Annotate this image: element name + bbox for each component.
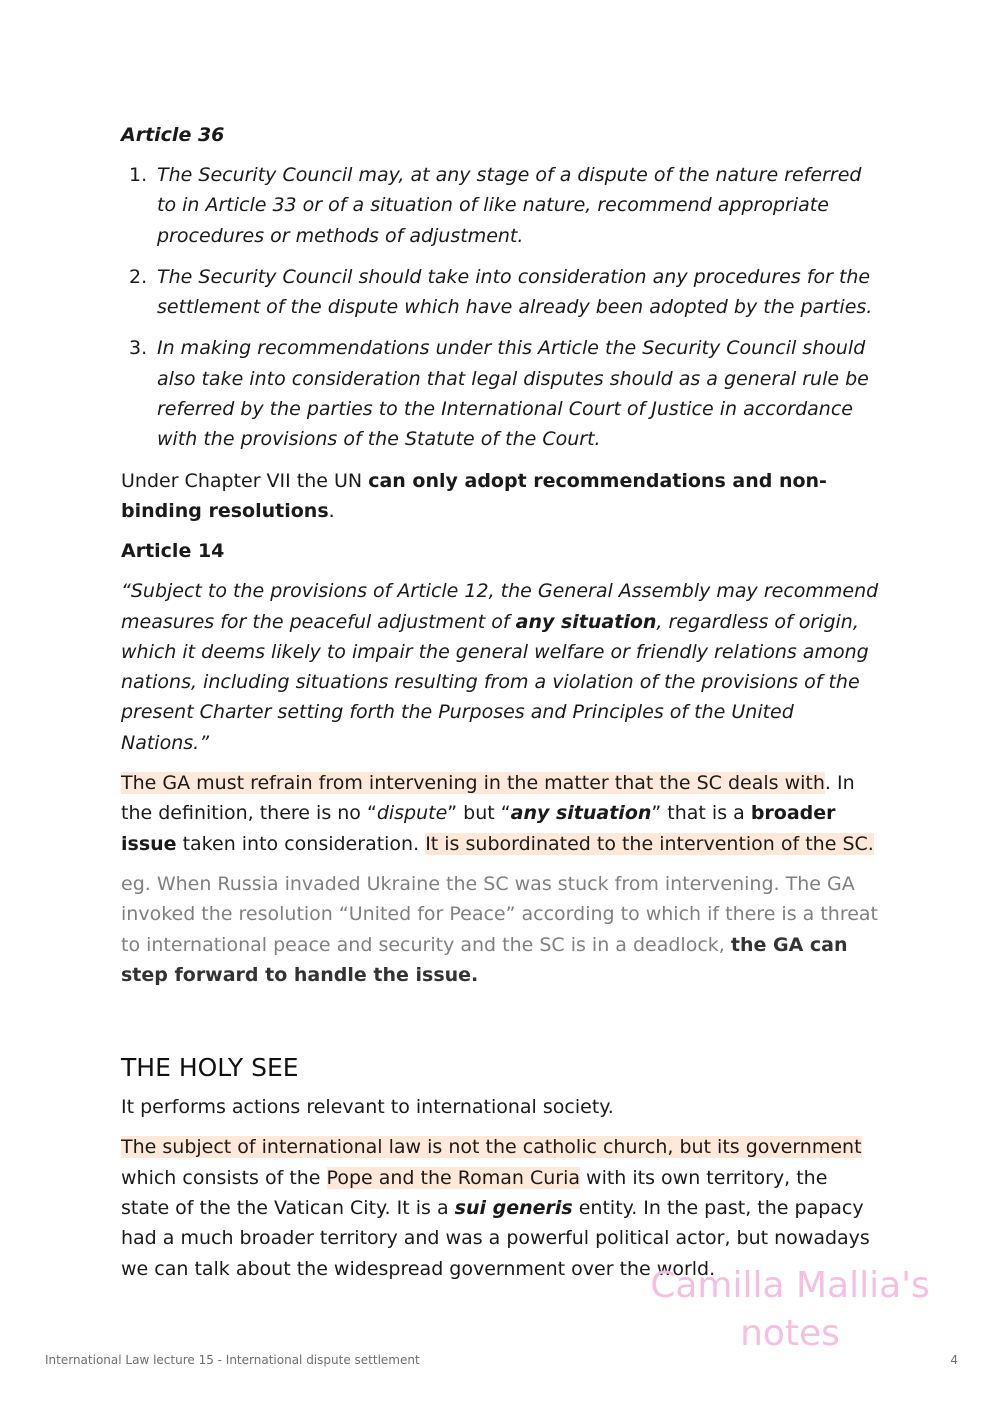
list-item [121,160,881,251]
bold-italic-text: any situation [510,802,652,825]
highlighted-text: The subject of international law is not the catholic church, but its government [121,1136,862,1159]
text-run: eg. When Russia invaded Ukraine the SC was stuck from intervening. The GA invoked the resolution “United for Peace” according to which if there is a threat to international peace and security and the SC is in a deadlock, [121,872,878,956]
list-item-text: In making recommendations under this Article the Security Council should also take into consideration that legal disputes should as a general rule be referred by the parties to the International Court of Justice in accordance with the provisions of the Statute of the Court. [157,337,869,451]
list-item-number: 3. [129,337,148,360]
example-paragraph [121,869,881,990]
text-run: . [328,499,335,522]
text-run: entity. In the past, the papacy had a much broader territory and was a powerful political actor, but nowadays we can talk about the widespread government over the world. [121,1197,870,1280]
text-run: which consists of the [121,1166,327,1189]
text-run: ” but “ [447,802,511,825]
bold-text: any situation [515,610,657,633]
bold-text: broader issue [121,802,836,855]
list-item [121,262,881,323]
page-number: 4 [950,1353,958,1367]
bold-text: can only adopt recommendations and non-binding resolutions [121,469,827,522]
highlighted-text: Pope and the Roman Curia [326,1166,580,1189]
text-run: . In the definition, there is no “ [121,772,855,825]
text-run: , regardless of origin, which it deems likely to impair the general welfare or friendly relations among nations, including situations resulting from a violation of the provisions of the present Charter setting forth the Purposes and Principles of the United Nations.” [121,610,869,754]
article14-heading: Article 14 [121,540,225,563]
ga-paragraph [121,768,881,859]
watermark-line: notes [740,1313,840,1354]
text-run: “Subject to the provisions of Article 12, the General Assembly may recommend measures for the peaceful adjustment of [121,580,879,633]
list-item [121,333,881,454]
highlighted-text: The GA must refrain from intervening in the matter that the SC deals with [121,772,825,795]
watermark-line: Camilla Mallia's [650,1265,930,1306]
chapter7-paragraph [121,466,881,527]
footer-title: International Law lecture 15 - International dispute settlement [45,1353,420,1367]
list-item-number: 1. [129,164,148,186]
article14-quote [121,576,881,758]
italic-text: dispute [376,802,448,825]
text-run: taken into consideration. [176,832,426,855]
list-item-text: The Security Council should take into consideration any procedures for the settlement of the dispute which have already been adopted by the parties. [157,265,873,319]
highlighted-text: It is subordinated to the intervention of the SC. [425,832,874,855]
list-item-number: 2. [129,265,148,288]
text-run: with its own territory, the state of the the Vatican City. It is a [121,1166,828,1220]
holy-see-intro: It performs actions relevant to international society. [121,1096,614,1119]
list-item-text: The Security Council may, at any stage of a dispute of the nature referred to in Article 33 or of a situation of like nature, recommend appropriate procedures or methods of adjustment. [157,164,862,247]
text-run: Under Chapter VII the UN [121,469,369,492]
holy-see-heading: THE HOLY SEE [121,1053,299,1083]
article36-list [121,160,881,455]
document-page [121,120,881,1294]
text-run: ” that is a [651,802,751,825]
article36-heading: Article 36 [121,124,225,146]
bold-text: the GA can step forward to handle the issue. [121,933,848,986]
watermark [645,1262,935,1358]
bold-italic-text: sui generis [454,1197,573,1220]
